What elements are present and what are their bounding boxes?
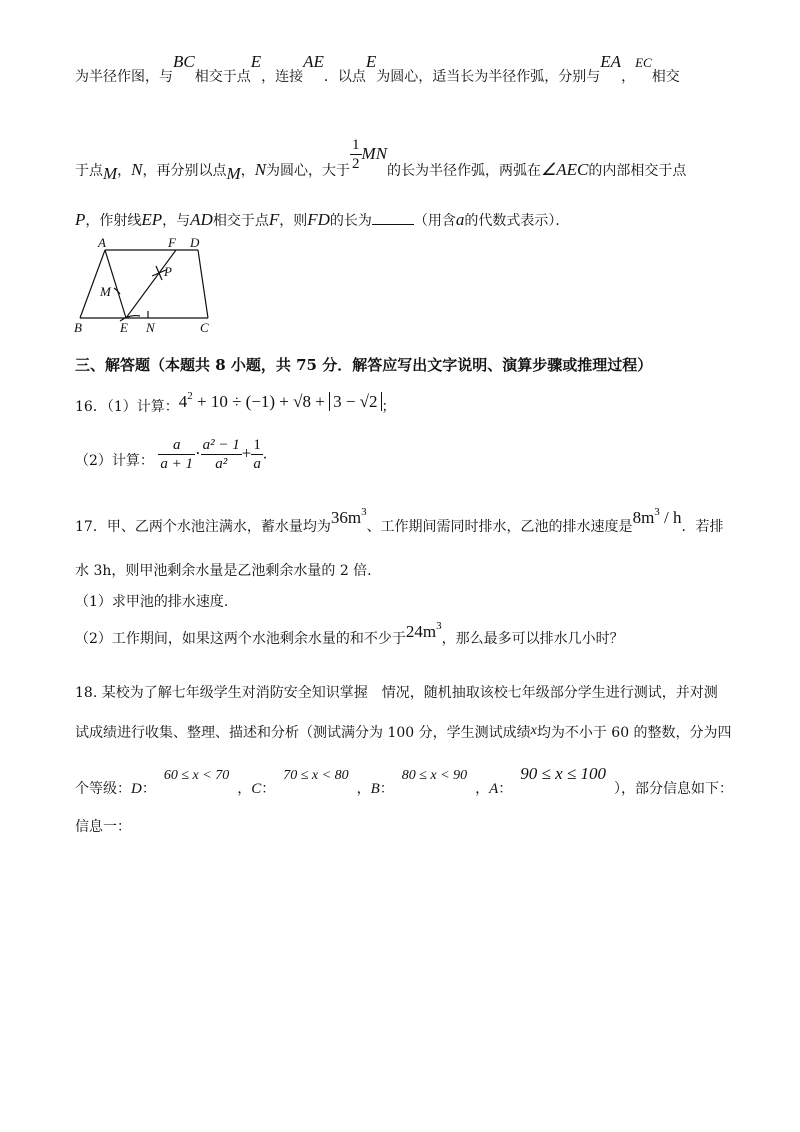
math-rate-unit: / h: [659, 508, 682, 527]
text: ；: [381, 399, 396, 415]
question-text: 、工作期间需同时排水，乙池的排水速度是: [366, 519, 633, 535]
text: ，再分别以点: [142, 163, 227, 179]
text: 的代数式表示）．: [464, 213, 570, 229]
label-E: E: [120, 320, 128, 335]
math-expression: + 10 ÷ (−1) + √8 +: [192, 392, 330, 411]
text: 于点: [75, 163, 103, 179]
frac-num: 1: [352, 137, 360, 153]
math-N: N: [254, 160, 267, 179]
question-number: 16．（1）计算：: [75, 399, 179, 415]
math-BC: BC: [173, 52, 195, 71]
label-P: P: [164, 264, 172, 279]
label-N: N: [146, 320, 155, 335]
label-F: F: [168, 236, 176, 250]
grade-C: C: [251, 781, 262, 797]
text: 的长为: [329, 213, 372, 229]
text: 相交: [651, 69, 680, 85]
math-AE: AE: [303, 52, 324, 71]
frac-den: a²: [215, 456, 228, 472]
text: ，: [356, 781, 371, 797]
q18-line1: 18. 某校为了解七年级学生对消防安全知识掌握 情况，随机抽取该校七年级部分学生进行测试，并对测: [75, 685, 718, 701]
text: ：: [379, 781, 394, 797]
math-abs-value: 3 − √2: [329, 392, 381, 411]
question-text: （2）工作期间，如果这两个水池剩余水量的和不少于: [75, 631, 406, 647]
frac-num: a² − 1: [202, 437, 240, 453]
q17-line1: [75, 506, 724, 535]
math-EA: EA: [600, 52, 622, 71]
math-EP: EP: [141, 210, 163, 229]
grade-B: B: [370, 781, 380, 797]
range-C: 70 ≤ x < 80: [283, 768, 349, 783]
q16-part1: [75, 390, 396, 415]
text-line-2: [75, 137, 687, 183]
math-a: a: [455, 210, 465, 229]
question-text: ．若排: [681, 519, 724, 535]
math-E: E: [365, 52, 377, 71]
frac-num: a: [158, 436, 195, 455]
section-heading: 三、解答题（本题共 8 小题，共 75 分．解答应写出文字说明、演算步骤或推理过程）: [75, 356, 653, 374]
q18-info-label: 信息一：: [75, 819, 131, 835]
question-text: 均为不小于 60 的整数，分为四: [536, 725, 732, 741]
math-exponent: 3: [436, 620, 442, 632]
text: ，: [621, 69, 636, 85]
text: ：: [498, 781, 513, 797]
math-N: N: [131, 160, 143, 179]
math-angle-AEC: ∠AEC: [541, 160, 589, 179]
frac-num: 1: [253, 437, 261, 453]
label-D: D: [190, 236, 200, 250]
question-text: 个等级：: [75, 781, 131, 797]
text: 为圆心，适当长为半径作弧，分别与: [376, 69, 601, 85]
question-text: 试成绩进行收集、整理、描述和分析（测试满分为 100 分，学生测试成绩: [75, 725, 531, 741]
math-AD: AD: [190, 210, 213, 229]
q18-line3: [75, 764, 733, 797]
math-volume: 24m: [405, 622, 437, 641]
range-B: 80 ≤ x < 90: [401, 768, 468, 783]
math-plus: +: [241, 443, 252, 463]
math-P: P: [75, 210, 86, 229]
frac-den: a: [253, 456, 261, 472]
math-x: x: [530, 723, 537, 738]
text: ．以点: [323, 69, 366, 85]
math-M: M: [103, 164, 118, 183]
q17-sub2: [75, 620, 624, 647]
math-base: 4: [178, 392, 188, 411]
label-A: A: [98, 236, 106, 250]
text: ，: [240, 163, 255, 179]
fraction-1: [158, 436, 195, 473]
math-M: M: [226, 164, 241, 183]
q16-part2: [75, 436, 277, 473]
text: （用含: [413, 213, 456, 229]
q17-sub1: （1）求甲池的排水速度.: [75, 594, 229, 610]
math-FD: FD: [307, 210, 330, 229]
text: ），部分信息如下：: [614, 781, 733, 797]
text-line-1: [75, 52, 680, 86]
text: ，: [117, 163, 132, 179]
math-EC: EC: [635, 55, 652, 70]
math-volume: 36m: [330, 508, 362, 527]
text: 为圆心，大于: [266, 163, 351, 179]
text-line-3: [75, 210, 569, 230]
math-F: F: [268, 210, 280, 229]
text: ，与: [162, 213, 191, 229]
text: 相交于点: [212, 213, 269, 229]
grade-A: A: [489, 781, 499, 797]
text: ，则: [279, 213, 308, 229]
label-M: M: [100, 284, 111, 299]
text: ，连接: [261, 69, 304, 85]
text: 的内部相交于点: [588, 163, 687, 179]
math-exponent: 2: [187, 390, 193, 402]
label-C: C: [200, 320, 209, 335]
text: ：: [141, 781, 156, 797]
math-rate: 8m: [632, 508, 655, 527]
math-dot: ·: [195, 443, 201, 463]
math-E: E: [250, 52, 262, 71]
text: 的长为半径作弧，两弧在: [387, 163, 542, 179]
text: ：: [261, 781, 276, 797]
fraction-3: [251, 436, 263, 473]
frac-den: a + 1: [160, 456, 193, 472]
text: ，: [475, 781, 490, 797]
text: ，: [237, 781, 252, 797]
trapezoid-figure: [70, 236, 220, 336]
q18-line2: [75, 722, 732, 742]
range-A: 90 ≤ x ≤ 100: [520, 764, 606, 783]
text: ，作射线: [85, 213, 142, 229]
math-MN: MN: [361, 144, 388, 163]
math-exponent: 3: [654, 506, 660, 518]
sub-question: （2）计算：: [75, 452, 154, 469]
q17-line2: 水 3h，则甲池剩余水量是乙池剩余水量的 2 倍.: [75, 563, 372, 579]
grade-D: D: [131, 781, 142, 797]
fraction-half: [350, 136, 362, 173]
label-B: B: [74, 320, 82, 335]
text: 为半径作图，与: [75, 69, 173, 85]
range-D: 60 ≤ x < 70: [163, 768, 230, 783]
answer-blank: [372, 224, 414, 225]
frac-den: 2: [352, 156, 360, 172]
text: 相交于点: [194, 69, 251, 85]
text: ．: [262, 446, 277, 463]
math-exponent: 3: [361, 506, 367, 518]
question-text: ，那么最多可以排水几小时？: [441, 631, 624, 647]
fraction-2: [201, 436, 242, 473]
question-text: 17．甲、乙两个水池注满水，蓄水量均为: [75, 519, 331, 535]
